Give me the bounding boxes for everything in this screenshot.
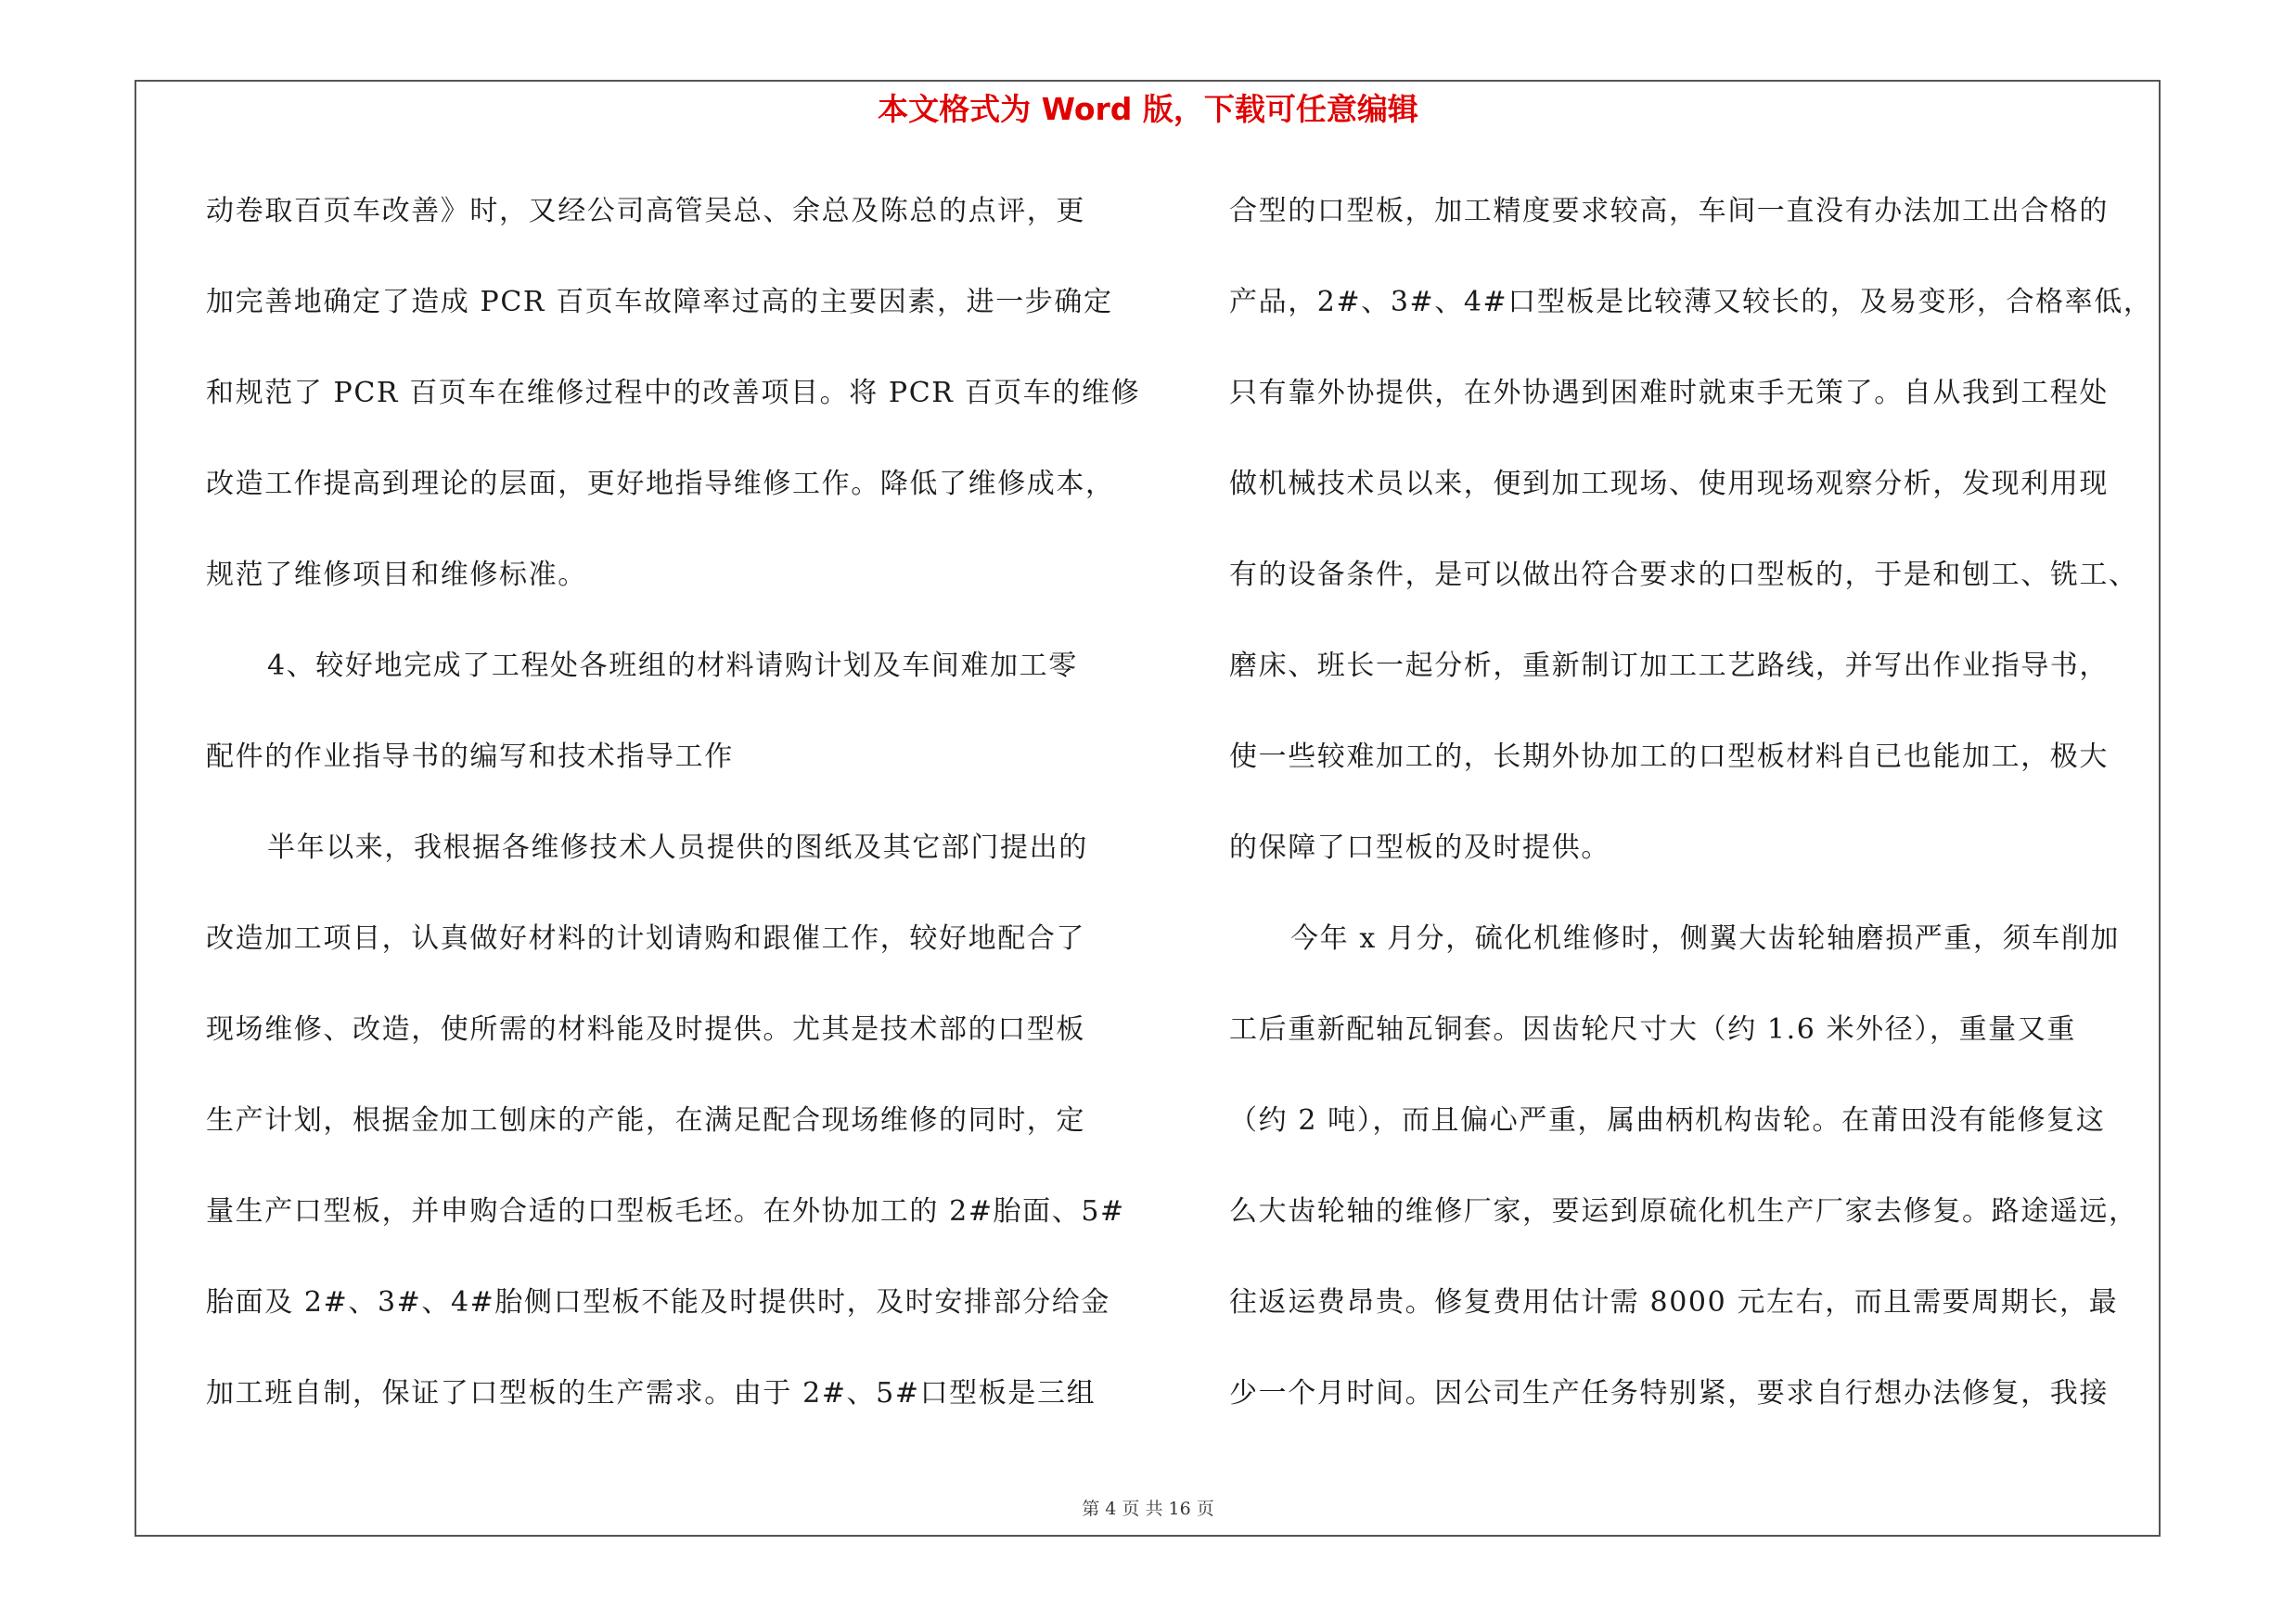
text-line: 量生产口型板，并申购合适的口型板毛坯。在外协加工的 2#胎面、5# bbox=[206, 1195, 1125, 1228]
text-line: 只有靠外协提供，在外协遇到困难时就束手无策了。自从我到工程处 bbox=[1229, 377, 2109, 409]
text-line: 往返运费昂贵。修复费用估计需 8000 元左右，而且需要周期长，最 bbox=[1229, 1286, 2119, 1319]
text-line: 现场维修、改造，使所需的材料能及时提供。尤其是技术部的口型板 bbox=[206, 1013, 1085, 1046]
text-line: 使一些较难加工的，长期外协加工的口型板材料自已也能加工，极大 bbox=[1229, 741, 2109, 773]
text-line: 工后重新配轴瓦铜套。因齿轮尺寸大（约 1.6 米外径），重量又重 bbox=[1229, 1013, 2076, 1046]
text-line: 有的设备条件，是可以做出符合要求的口型板的，于是和刨工、铣工、 bbox=[1229, 559, 2138, 591]
text-line: 生产计划，根据金加工刨床的产能，在满足配合现场维修的同时，定 bbox=[206, 1104, 1085, 1137]
text-line: 胎面及 2#、3#、4#胎侧口型板不能及时提供时，及时安排部分给金 bbox=[206, 1286, 1111, 1319]
text-line: 改造工作提高到理论的层面，更好地指导维修工作。降低了维修成本， bbox=[206, 468, 1115, 500]
text-line: 加完善地确定了造成 PCR 百页车故障率过高的主要因素，进一步确定 bbox=[206, 286, 1113, 318]
header-banner: 本文格式为 Word 版，下载可任意编辑 bbox=[878, 91, 1418, 127]
text-line: 少一个月时间。因公司生产任务特别紧，要求自行想办法修复，我接 bbox=[1229, 1377, 2109, 1410]
text-line: 产品，2#、3#、4#口型板是比较薄又较长的，及易变形，合格率低， bbox=[1229, 286, 2153, 318]
text-line: 做机械技术员以来，便到加工现场、使用现场观察分析，发现利用现 bbox=[1229, 468, 2109, 500]
text-line: 改造加工项目，认真做好材料的计划请购和跟催工作，较好地配合了 bbox=[206, 922, 1085, 955]
text-line: 动卷取百页车改善》时，又经公司高管吴总、余总及陈总的点评，更 bbox=[206, 195, 1085, 227]
text-line: 配件的作业指导书的编写和技术指导工作 bbox=[206, 741, 734, 773]
text-line: 半年以来，我根据各维修技术人员提供的图纸及其它部门提出的 bbox=[267, 831, 1088, 864]
text-line: 磨床、班长一起分析，重新制订加工工艺路线，并写出作业指导书， bbox=[1229, 650, 2109, 682]
left-column bbox=[206, 182, 1141, 1455]
text-line: （约 2 吨），而且偏心严重，属曲柄机构齿轮。在莆田没有能修复这 bbox=[1229, 1104, 2106, 1137]
page-number-footer: 第 4 页 共 16 页 bbox=[1082, 1499, 1214, 1519]
text-line: 今年 x 月分，硫化机维修时，侧翼大齿轮轴磨损严重，须车削加 bbox=[1290, 922, 2120, 955]
text-line: 规范了维修项目和维修标准。 bbox=[206, 559, 587, 591]
text-line: 和规范了 PCR 百页车在维修过程中的改善项目。将 PCR 百页车的维修 bbox=[206, 377, 1141, 409]
text-line: 4、较好地完成了工程处各班组的材料请购计划及车间难加工零 bbox=[267, 650, 1078, 682]
text-line: 么大齿轮轴的维修厂家，要运到原硫化机生产厂家去修复。路途遥远， bbox=[1229, 1195, 2138, 1228]
text-line: 加工班自制，保证了口型板的生产需求。由于 2#、5#口型板是三组 bbox=[206, 1377, 1097, 1410]
text-line: 的保障了口型板的及时提供。 bbox=[1229, 831, 1610, 864]
right-column bbox=[1229, 182, 2157, 1455]
text-line: 合型的口型板，加工精度要求较高，车间一直没有办法加工出合格的 bbox=[1229, 195, 2109, 227]
